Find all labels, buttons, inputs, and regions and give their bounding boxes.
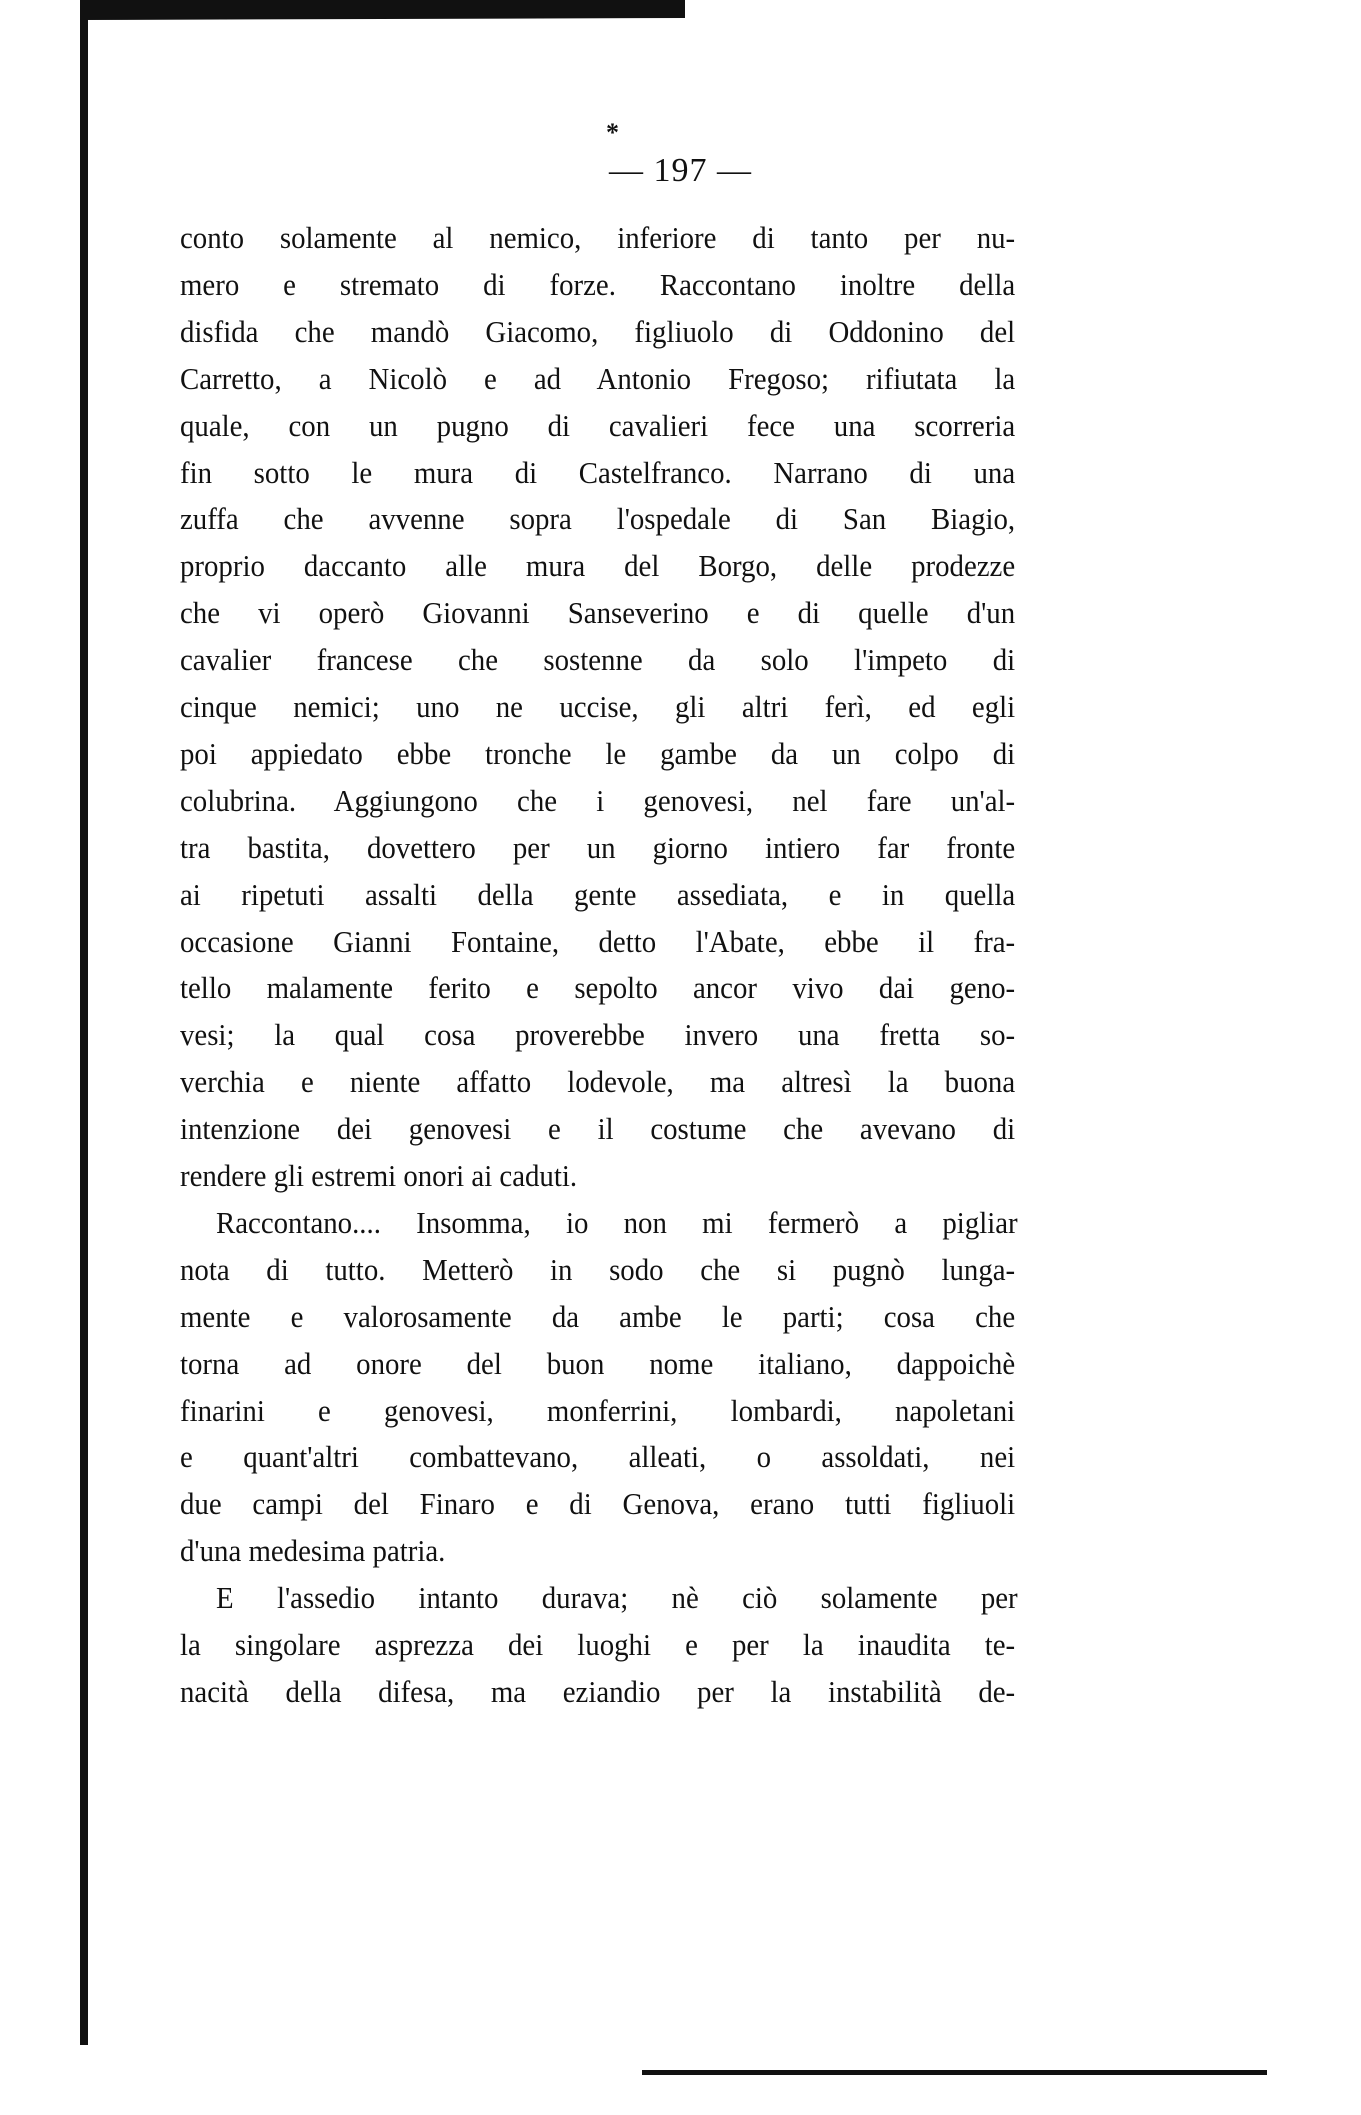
text-line: [180, 734, 1015, 774]
text-line-content: zuffa che avvenne sopra l'ospedale di San Biagio,: [180, 501, 1016, 537]
text-line-content: occasione Gianni Fontaine, detto l'Abate, ebbe il fra-: [180, 923, 1016, 959]
scan-border-bottom: [642, 2070, 1267, 2075]
text-line: [180, 875, 1015, 915]
text-line-content: E l'assedio intanto durava; nè ciò solamente per: [216, 1580, 1018, 1616]
text-line: [180, 1531, 1015, 1571]
text-line: [180, 1156, 1015, 1196]
text-line-content: tra bastita, dovettero per un giorno intiero far fronte: [180, 829, 1016, 865]
text-line: [180, 265, 1015, 305]
text-line: [180, 453, 1015, 493]
text-line-content: Raccontano.... Insomma, io non mi fermerò a pigliar: [216, 1204, 1018, 1240]
text-line-content: cinque nemici; uno ne uccise, gli altri ferì, ed egli: [180, 689, 1016, 724]
text-line-content: mero e stremato di forze. Raccontano inoltre della: [180, 266, 1016, 302]
text-line-content: rendere gli estremi onori ai caduti.: [180, 1158, 578, 1193]
text-line: [180, 1484, 1015, 1524]
text-line: [216, 1203, 1018, 1243]
text-line: [180, 1391, 1015, 1431]
text-line: [180, 687, 1015, 727]
text-line: [180, 1062, 1015, 1102]
text-line-content: proprio daccanto alle mura del Borgo, delle prodezze: [180, 548, 1016, 584]
text-line-content: mente e valorosamente da ambe le parti; cosa che: [180, 1298, 1016, 1334]
text-line: [180, 218, 1015, 258]
text-line-content: che vi operò Giovanni Sanseverino e di quelle d'un: [180, 595, 1016, 631]
text-line: [180, 922, 1015, 962]
text-line: [180, 1625, 1015, 1665]
text-line-content: intenzione dei genovesi e il costume che avevano di: [180, 1111, 1016, 1147]
text-line: [180, 1109, 1015, 1149]
text-line: [180, 406, 1015, 446]
text-line-content: vesi; la qual cosa proverebbe invero una fretta so-: [180, 1017, 1016, 1053]
text-line: [180, 499, 1015, 539]
text-line-content: nota di tutto. Metterò in sodo che si pugnò lunga-: [180, 1251, 1016, 1287]
text-line-content: cavalier francese che sostenne da solo l'impeto di: [180, 642, 1016, 678]
text-line: [180, 1015, 1015, 1055]
text-line: [180, 312, 1015, 352]
text-line: [180, 1437, 1015, 1477]
text-line-content: torna ad onore del buon nome italiano, dappoichè: [180, 1345, 1016, 1381]
text-line: [180, 1250, 1015, 1290]
scan-border-left: [80, 0, 88, 2045]
text-line-content: poi appiedato ebbe tronche le gambe da un colpo di: [180, 735, 1016, 771]
page-number: — 197 —: [609, 152, 752, 189]
text-line: [180, 593, 1015, 633]
text-line-content: due campi del Finaro e di Genova, erano tutti figliuoli: [180, 1486, 1016, 1522]
text-line-content: e quant'altri combattevano, alleati, o assoldati, nei: [180, 1439, 1016, 1475]
text-line-content: ai ripetuti assalti della gente assediata, e in quella: [180, 876, 1016, 912]
text-line: [180, 1297, 1015, 1337]
text-line-content: disfida che mandò Giacomo, figliuolo di Oddonino del: [180, 313, 1016, 349]
scan-border-top: [80, 0, 685, 20]
text-line-content: tello malamente ferito e sepolto ancor vivo dai geno-: [180, 970, 1016, 1006]
text-line-content: la singolare asprezza dei luoghi e per la inaudita te-: [180, 1627, 1016, 1662]
text-line: [180, 546, 1015, 586]
ornament-mark: *: [606, 118, 619, 147]
text-line-content: verchia e niente affatto lodevole, ma altresì la buona: [180, 1064, 1016, 1100]
text-line-content: nacità della difesa, ma eziandio per la instabilità de-: [180, 1673, 1016, 1709]
text-line-content: conto solamente al nemico, inferiore di tanto per nu-: [180, 220, 1016, 255]
text-line: [180, 828, 1015, 868]
text-line: [180, 359, 1015, 399]
text-line: [216, 1578, 1018, 1618]
text-line: [180, 968, 1015, 1008]
text-line-content: quale, con un pugno di cavalieri fece una scorreria: [180, 407, 1016, 443]
text-line-content: fin sotto le mura di Castelfranco. Narrano di una: [180, 454, 1016, 490]
text-line: [180, 1344, 1015, 1384]
text-line-content: d'una medesima patria.: [180, 1533, 446, 1569]
text-line: [180, 640, 1015, 680]
text-line: [180, 1672, 1015, 1712]
text-line-content: finarini e genovesi, monferrini, lombardi, napoletani: [180, 1392, 1016, 1428]
text-line-content: colubrina. Aggiungono che i genovesi, nel fare un'al-: [180, 782, 1016, 818]
text-line-content: Carretto, a Nicolò e ad Antonio Fregoso; rifiutata la: [180, 360, 1016, 396]
text-line: [180, 781, 1015, 821]
